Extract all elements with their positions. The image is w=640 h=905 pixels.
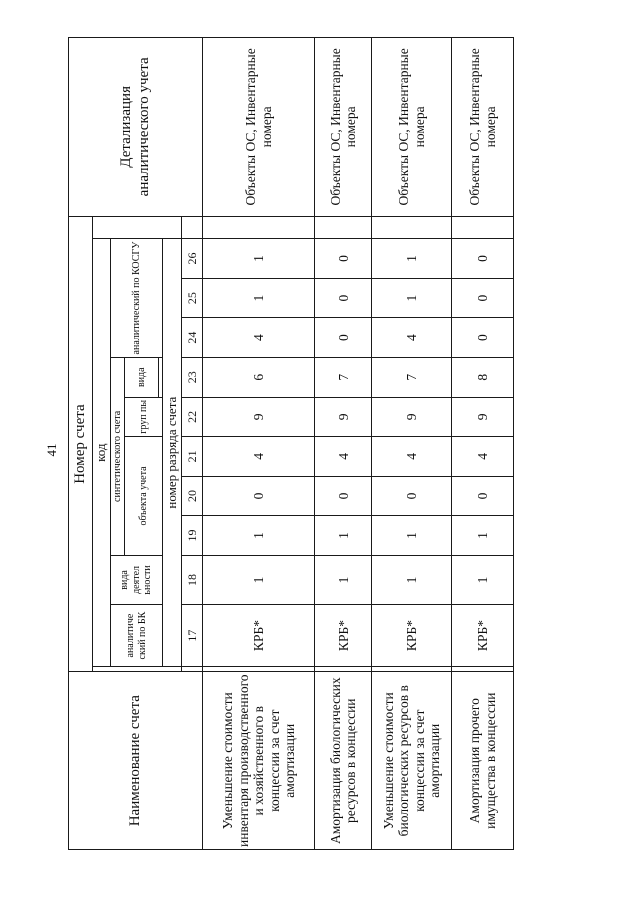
value-cell: 9 <box>315 397 372 437</box>
column-number: 25 <box>182 278 203 318</box>
detail-cell: Объекты ОС, Инвентарные номера <box>315 38 372 217</box>
value-cell: 1 <box>203 555 315 604</box>
value-cell: 4 <box>372 437 452 477</box>
value-cell: 1 <box>452 555 514 604</box>
value-cell: 4 <box>315 437 372 477</box>
value-cell: 1 <box>372 516 452 556</box>
value-cell: 1 <box>315 516 372 556</box>
value-cell: 0 <box>452 318 514 358</box>
header-account-name: Наименование счета <box>69 672 203 850</box>
value-cell: 1 <box>372 555 452 604</box>
header-code: код <box>93 239 111 667</box>
value-cell: 0 <box>203 476 315 516</box>
value-cell: 0 <box>372 476 452 516</box>
header-kind: вида <box>125 357 159 397</box>
spacer-cell <box>452 667 514 672</box>
value-cell: 0 <box>315 476 372 516</box>
header-spacer-right <box>93 216 182 238</box>
spacer-cell <box>372 216 452 238</box>
spacer-cell <box>315 216 372 238</box>
spacer-cell <box>203 216 315 238</box>
value-cell: 9 <box>372 397 452 437</box>
account-name-cell: Амортизация прочего имущества в концессии <box>452 672 514 850</box>
value-cell: 1 <box>203 516 315 556</box>
table-row <box>203 38 315 850</box>
value-cell: КРБ* <box>372 605 452 667</box>
header-activity-type: вида деятел ьности <box>110 555 163 604</box>
spacer-cell <box>203 667 315 672</box>
value-cell: 7 <box>372 357 452 397</box>
column-number: 23 <box>182 357 203 397</box>
value-cell: 0 <box>452 239 514 279</box>
value-cell: 0 <box>315 239 372 279</box>
spacer-cell <box>372 667 452 672</box>
header-account-number: Номер счета <box>69 216 93 672</box>
header-accounting-object: объекта учета <box>125 437 163 556</box>
account-name-cell: Уменьшение стоимости инвентаря производственного и хозяйственного в концессии за счет амортизации <box>203 672 315 850</box>
value-cell: 1 <box>203 239 315 279</box>
rotated-page-content <box>68 37 508 850</box>
page-number: 41 <box>44 443 59 457</box>
header-group: груп пы <box>125 397 163 437</box>
value-cell: 1 <box>372 239 452 279</box>
value-cell: 6 <box>203 357 315 397</box>
value-cell: 8 <box>452 357 514 397</box>
value-cell: 1 <box>372 278 452 318</box>
value-cell: 1 <box>315 555 372 604</box>
value-cell: 4 <box>372 318 452 358</box>
detail-cell: Объекты ОС, Инвентарные номера <box>203 38 315 217</box>
detail-cell: Объекты ОС, Инвентарные номера <box>452 38 514 217</box>
header-analytic-bk: аналитиче ский по БК <box>110 605 163 667</box>
spacer-cell <box>315 667 372 672</box>
value-cell: 1 <box>452 516 514 556</box>
value-cell: 4 <box>203 318 315 358</box>
value-cell: 9 <box>452 397 514 437</box>
value-cell: 4 <box>203 437 315 477</box>
column-number: 17 <box>182 605 203 667</box>
value-cell: 0 <box>452 476 514 516</box>
account-name-cell: Амортизация биологических ресурсов в концессии <box>315 672 372 850</box>
table-row <box>372 38 452 850</box>
header-spacer <box>93 667 182 672</box>
account-name-cell: Уменьшение стоимости биологических ресурсов в концессии за счет амортизации <box>372 672 452 850</box>
header-digit-number: номер разряда счета <box>163 239 182 667</box>
value-cell: 0 <box>315 318 372 358</box>
spacer-cell <box>452 216 514 238</box>
value-cell: 4 <box>452 437 514 477</box>
column-number: 19 <box>182 516 203 556</box>
table-row <box>452 38 514 850</box>
colnum-spacer-right <box>182 216 203 238</box>
value-cell: 9 <box>203 397 315 437</box>
accounts-table <box>68 37 514 850</box>
column-number: 22 <box>182 397 203 437</box>
value-cell: КРБ* <box>315 605 372 667</box>
column-number: 18 <box>182 555 203 604</box>
value-cell: 7 <box>315 357 372 397</box>
value-cell: 0 <box>452 278 514 318</box>
column-number: 26 <box>182 239 203 279</box>
value-cell: 1 <box>203 278 315 318</box>
column-number: 21 <box>182 437 203 477</box>
header-analytic-detail: Детализация аналитического учета <box>69 38 203 217</box>
value-cell: 0 <box>315 278 372 318</box>
column-number: 20 <box>182 476 203 516</box>
column-number: 24 <box>182 318 203 358</box>
header-analytic-kosgu: аналитический по КОСГУ <box>110 239 163 358</box>
header-synthetic-account: синтетического счета <box>110 357 125 555</box>
value-cell: КРБ* <box>452 605 514 667</box>
detail-cell: Объекты ОС, Инвентарные номера <box>372 38 452 217</box>
colnum-spacer <box>182 667 203 672</box>
table-row <box>315 38 372 850</box>
value-cell: КРБ* <box>203 605 315 667</box>
